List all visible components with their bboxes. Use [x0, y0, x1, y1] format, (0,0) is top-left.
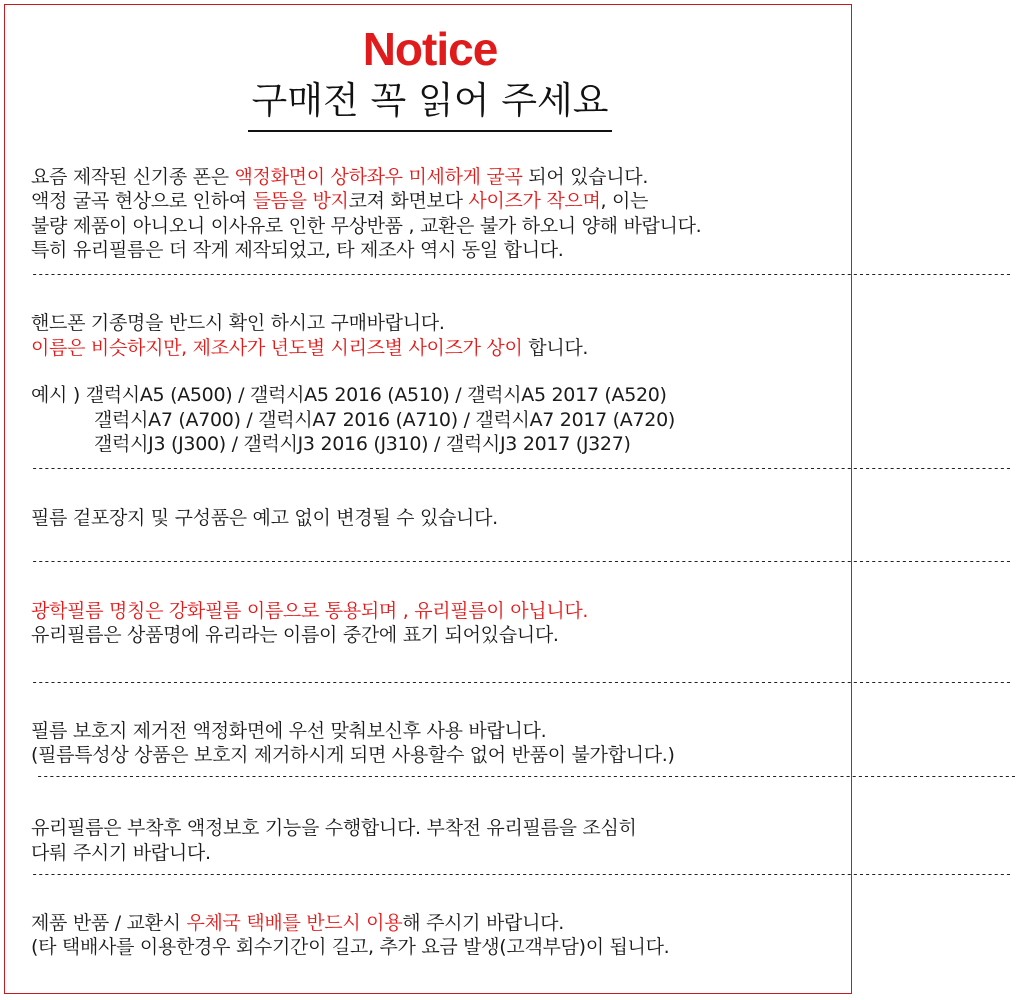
text-run: 제품 반품 / 교환시 [31, 912, 187, 934]
s2-line2 [31, 333, 588, 360]
notice-subtitle: 구매전 꼭 읽어 주세요 [248, 70, 613, 132]
s5-line1: 필름 보호지 제거전 액정화면에 우선 맞춰보신후 사용 바랍니다. [31, 720, 547, 742]
highlight-run: 사이즈가 작으며 [468, 190, 601, 212]
divider: ---------------------------------------------------------------------------------------------------------------------------------------------------------------- [31, 267, 1011, 281]
text-run: 코져 화면보다 [348, 190, 469, 212]
text-run: 액정 굴곡 현상으로 인하여 [31, 190, 253, 212]
divider: ---------------------------------------------------------------------------------------------------------------------------------------------------------------- [36, 769, 1016, 783]
divider: ---------------------------------------------------------------------------------------------------------------------------------------------------------------- [31, 554, 1011, 568]
s4-line2: 유리필름은 상품명에 유리라는 이름이 중간에 표기 되어있습니다. [31, 624, 559, 646]
s2-example-3: 갤럭시J3 (J300) / 갤럭시J3 2016 (J310) / 갤럭시J3 2017 (J327) [94, 433, 631, 455]
text-run: 요즘 제작된 신기종 폰은 [31, 166, 235, 188]
divider: ---------------------------------------------------------------------------------------------------------------------------------------------------------------- [31, 461, 1011, 475]
s4-line1: 광학필름 명칭은 강화필름 이름으로 통용되며 , 유리필름이 아닙니다. [31, 600, 589, 622]
highlight-run: 이름은 비슷하지만, 제조사가 년도별 시리즈별 사이즈가 상이 [31, 337, 523, 359]
text-run: 되어 있습니다. [522, 166, 649, 188]
highlight-run: 우체국 택배를 반드시 이용 [186, 912, 403, 934]
divider: ---------------------------------------------------------------------------------------------------------------------------------------------------------------- [31, 867, 1011, 881]
text-run: 해 주시기 바랍니다. [402, 912, 564, 934]
s5-line2: (필름특성상 상품은 보호지 제거하시게 되면 사용할수 없어 반품이 불가합니다.) [31, 744, 675, 766]
s2-line1: 핸드폰 기종명을 반드시 확인 하시고 구매바랍니다. [31, 312, 445, 334]
text-run: 합니다. [522, 337, 589, 359]
notice-subtitle-wrap [0, 70, 860, 132]
notice-title: Notice [362, 23, 498, 75]
divider: ---------------------------------------------------------------------------------------------------------------------------------------------------------------- [31, 675, 1011, 689]
highlight-run: 액정화면이 상하좌우 미세하게 굴곡 [234, 166, 523, 188]
s7-line1 [31, 908, 564, 935]
s2-example-2: 갤럭시A7 (A700) / 갤럭시A7 2016 (A710) / 갤럭시A7 2017 (A720) [94, 409, 675, 431]
s6-line1: 유리필름은 부착후 액정보호 기능을 수행합니다. 부착전 유리필름을 조심히 [31, 817, 637, 839]
s7-line2: (타 택배사를 이용한경우 회수기간이 길고, 추가 요금 발생(고객부담)이 됩니다. [31, 936, 670, 958]
text-run: , 이는 [600, 190, 649, 212]
s1-line3: 불량 제품이 아니오니 이사유로 인한 무상반품 , 교환은 불가 하오니 양해 바랍니다. [31, 215, 702, 237]
s6-line2: 다뤄 주시기 바랍니다. [31, 842, 211, 864]
highlight-run: 들뜸을 방지 [252, 190, 349, 212]
s2-example-1: 예시 ) 갤럭시A5 (A500) / 갤럭시A5 2016 (A510) / 갤럭시A5 2017 (A520) [31, 384, 667, 406]
s1-line1 [31, 162, 648, 189]
s1-line2 [31, 186, 648, 213]
s3-line1: 필름 겉포장지 및 구성품은 예고 없이 변경될 수 있습니다. [31, 507, 498, 529]
s1-line4: 특히 유리필름은 더 작게 제작되었고, 타 제조사 역시 동일 합니다. [31, 239, 564, 261]
